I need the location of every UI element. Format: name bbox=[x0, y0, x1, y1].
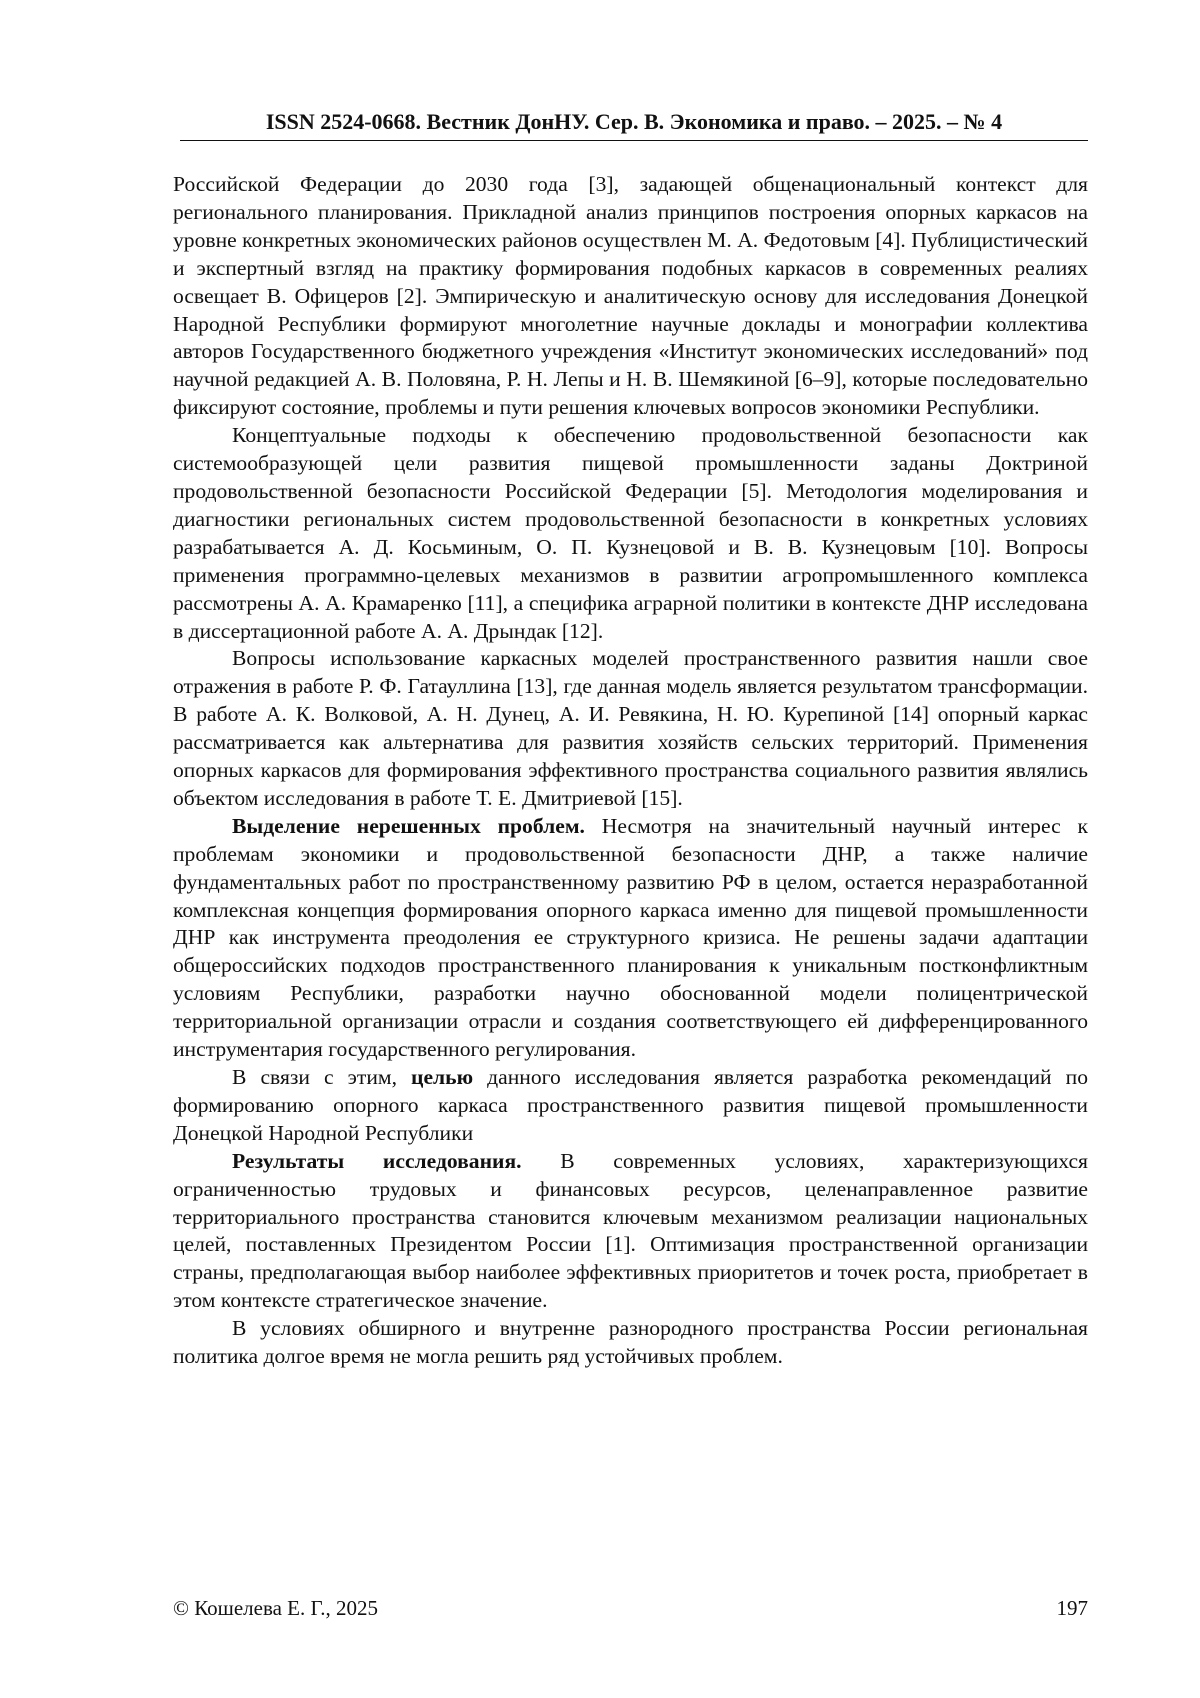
copyright-notice: © Кошелева Е. Г., 2025 bbox=[173, 1596, 379, 1620]
research-goal-text: данного исследования является разработка рекомендаций по формированию опорного каркаса пространственного развития пищевой промышленности Донецкой Народной Республики bbox=[173, 1065, 1089, 1145]
article-body bbox=[173, 171, 1088, 1371]
research-goal-keyword: целью bbox=[411, 1065, 474, 1089]
heading-unsolved-problems: Выделение нерешенных проблем. bbox=[232, 813, 585, 838]
paragraph-unsolved-problems bbox=[173, 813, 1088, 1064]
paragraph-research-results bbox=[173, 1148, 1088, 1315]
journal-header: ISSN 2524-0668. Вестник ДонНУ. Сер. В. Экономика и право. – 2025. – № 4 bbox=[180, 108, 1088, 141]
research-goal-prefix: В связи с этим, bbox=[232, 1065, 412, 1089]
research-results-text: В современных условиях, характеризующихся ограниченностью трудовых и финансовых ресурсов, целенаправленное развитие территориального пространства становится ключевым механизмом реализации национальных целей, поставленных Президентом России [1]. Оптимизация пространственной организации страны, предполагающая выбор наиболее эффективных приоритетов и точек роста, приобретает в этом контексте стратегическое значение. bbox=[173, 1148, 1088, 1313]
heading-research-results: Результаты исследования. bbox=[232, 1148, 522, 1173]
page-number: 197 bbox=[1056, 1596, 1088, 1620]
paragraph-food-security: Концептуальные подходы к обеспечению продовольственной безопасности как системообразующей цели развития пищевой промышленности заданы Доктриной продовольственной безопасности Российской Федерации [5]. Методология моделирования и диагностики региональных систем продовольственной безопасности в конкретных условиях разрабатывается А. Д. Косьминым, О. П. Кузнецовой и В. В. Кузнецовым [10]. Вопросы применения программно-целевых механизмов в развитии агропромышленного комплекса рассмотрены А. А. Крамаренко [11], а специфика аграрной политики в контексте ДНР исследована в диссертационной работе А. А. Дрындак [12]. bbox=[173, 423, 1088, 643]
paragraph-research-goal bbox=[173, 1064, 1088, 1148]
unsolved-problems-text: Несмотря на значительный научный интерес к проблемам экономики и продовольственной безопасности ДНР, а также наличие фундаментальных работ по пространственному развитию РФ в целом, остается неразработанной комплексная концепция формирования опорного каркаса именно для пищевой промышленности ДНР как инструмента преодоления ее структурного кризиса. Не решены задачи адаптации общероссийских подходов пространственного планирования к уникальным постконфликтным условиям Республики, разработки научно обоснованной модели полицентрической территориальной организации отрасли и создания соответствующего ей дифференцированного инструментария государственного регулирования. bbox=[173, 813, 1088, 1062]
page-footer bbox=[173, 1595, 1088, 1621]
paragraph-continuation: Российской Федерации до 2030 года [3], задающей общенациональный контекст для регионального планирования. Прикладной анализ принципов построения опорных каркасов на уровне конкретных экономических районов осуществлен М. А. Федотовым [4]. Публицистический и экспертный взгляд на практику формирования подобных каркасов в современных реалиях освещает В. Офицеров [2]. Эмпирическую и аналитическую основу для исследования Донецкой Народной Республики формируют многолетние научные доклады и монографии коллектива авторов Государственного бюджетного учреждения «Институт экономических исследований» под научной редакцией А. В. Половяна, Р. Н. Лепы и Н. В. Шемякиной [6–9], которые последовательно фиксируют состояние, проблемы и пути решения ключевых вопросов экономики Республики. bbox=[173, 172, 1088, 420]
paragraph-regional-policy: В условиях обширного и внутренне разнородного пространства России региональная политика долгое время не могла решить ряд устойчивых проблем. bbox=[173, 1316, 1088, 1369]
paragraph-frame-models: Вопросы использование каркасных моделей пространственного развития нашли свое отражения в работе Р. Ф. Гатауллина [13], где данная модель является результатом трансформации. В работе А. К. Волковой, А. Н. Дунец, А. И. Ревякина, Н. Ю. Курепиной [14] опорный каркас рассматривается как альтернатива для развития хозяйств сельских территорий. Применения опорных каркасов для формирования эффективного пространства социального развития являлись объектом исследования в работе Т. Е. Дмитриевой [15]. bbox=[173, 646, 1088, 810]
